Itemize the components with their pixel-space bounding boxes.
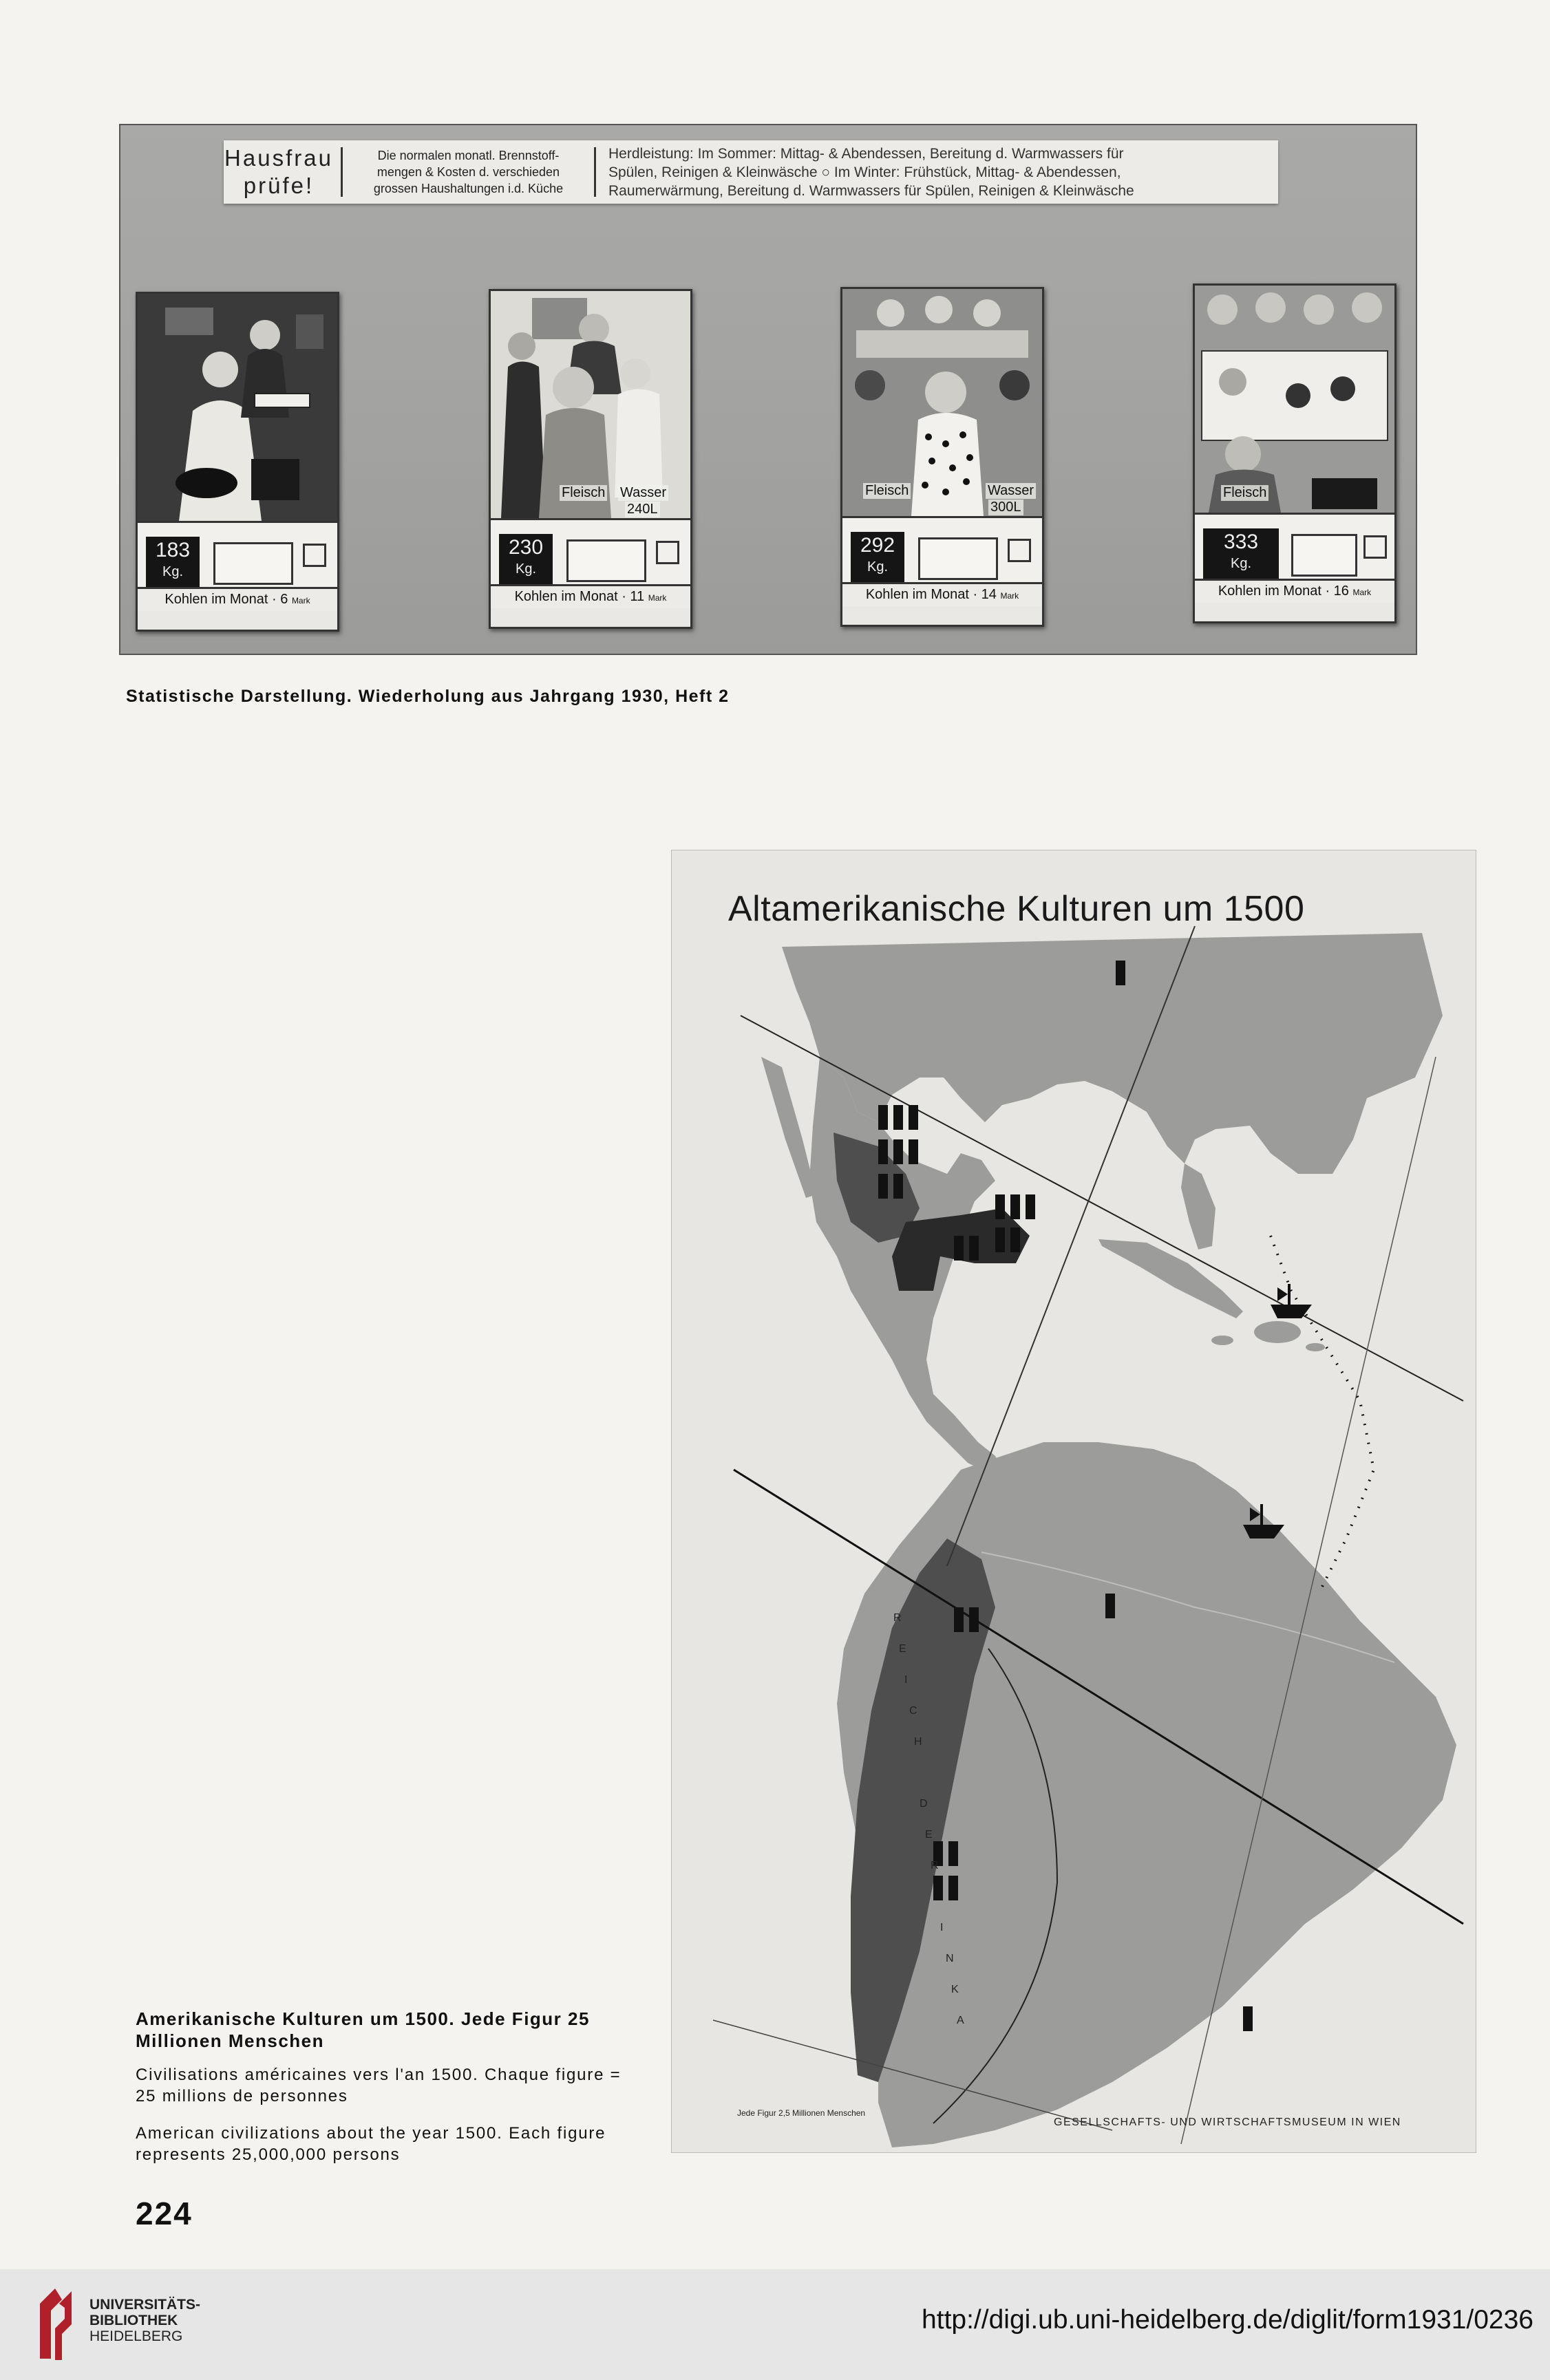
water-label: Wasser	[618, 485, 668, 501]
banner-divider	[341, 147, 343, 197]
baja-california	[761, 1057, 816, 1198]
library-name	[89, 2297, 200, 2344]
banner-description-line: grossen Haushaltungen i.d. Küche	[373, 182, 564, 195]
svg-text:H: H	[914, 1736, 924, 1748]
puerto-rico	[1306, 1343, 1325, 1351]
hispaniola	[1254, 1321, 1301, 1343]
photo-caption: Statistische Darstellung. Wiederholung aus Jahrgang 1930, Heft 2	[126, 687, 730, 706]
water-amount-label: 300L	[988, 500, 1023, 515]
coal-amount-box: 333 Kg.	[1203, 528, 1279, 585]
svg-text:C: C	[909, 1705, 919, 1717]
household-scene-illustration	[842, 289, 1042, 516]
water-label: Wasser	[986, 483, 1036, 499]
monthly-coal-label: Kohlen im Monat · 11 Mark	[491, 584, 690, 608]
banner-detail-line: Herdleistung: Im Sommer: Mittag- & Abendessen, Bereitung d. Warmwassers für	[608, 145, 1124, 162]
svg-text:R: R	[893, 1612, 903, 1624]
household-scene-illustration	[491, 291, 690, 518]
monthly-coal-label: Kohlen im Monat · 6 Mark	[138, 587, 337, 611]
meat-label: Fleisch	[863, 483, 911, 499]
banner-details	[603, 144, 1278, 200]
cuba	[1098, 1239, 1243, 1318]
digitization-footer	[0, 2269, 1550, 2380]
oven-knob	[656, 541, 679, 564]
oven-knob	[303, 544, 326, 567]
oven-knob	[1363, 535, 1387, 559]
svg-text:E: E	[899, 1643, 908, 1655]
household-panel-1	[136, 292, 339, 632]
exhibit-banner	[224, 140, 1278, 204]
svg-text:K: K	[951, 1984, 960, 1995]
oven-door	[918, 537, 998, 580]
meat-label: Fleisch	[1221, 485, 1268, 501]
library-name-line: HEIDELBERG	[89, 2328, 183, 2344]
monthly-coal-label: Kohlen im Monat · 14 Mark	[842, 582, 1042, 606]
pre-columbian-americas-map	[671, 850, 1476, 2153]
jamaica	[1211, 1336, 1233, 1345]
svg-text:I: I	[904, 1674, 909, 1686]
map-title: Altamerikanische Kulturen um 1500	[728, 889, 1305, 929]
water-amount-label: 240L	[625, 502, 660, 517]
svg-text:R: R	[931, 1860, 940, 1872]
caption-german: Amerikanische Kulturen um 1500. Jede Figur 25 Millionen Menschen	[136, 2008, 590, 2051]
coal-amount-box: 230 Kg.	[499, 534, 553, 590]
household-scene-illustration	[138, 294, 337, 521]
banner-detail-line: Spülen, Reinigen & Kleinwäsche ○ Im Winter: Frühstück, Mittag- & Abendessen,	[608, 164, 1121, 180]
map-credit: GESELLSCHAFTS- UND WIRTSCHAFTSMUSEUM IN WIEN	[1054, 2116, 1401, 2128]
library-name-line: BIBLIOTHEK	[89, 2313, 178, 2328]
svg-text:D: D	[920, 1798, 929, 1810]
household-panel-2	[489, 289, 692, 629]
library-logo-icon	[34, 2283, 77, 2366]
banner-title	[224, 144, 334, 200]
oven-door	[1291, 534, 1357, 577]
stove	[491, 518, 690, 608]
page-number: 224	[136, 2196, 193, 2231]
banner-title-line: Hausfrau	[224, 145, 333, 171]
banner-divider	[594, 147, 596, 197]
household-scene-illustration	[1195, 286, 1394, 513]
oven-knob	[1008, 539, 1031, 562]
svg-text:E: E	[925, 1829, 934, 1841]
caption-french: Civilisations américaines vers l'an 1500. Chaque figure = 25 millions de personnes	[136, 2066, 622, 2105]
household-fuel-exhibit-photo	[119, 124, 1417, 655]
library-name-line: UNIVERSITÄTS-	[89, 2297, 201, 2313]
map-legend: Jede Figur 2,5 Millionen Menschen	[737, 2108, 866, 2118]
household-panel-4	[1193, 283, 1397, 623]
map-drawing	[672, 850, 1476, 2152]
monthly-coal-label: Kohlen im Monat · 16 Mark	[1195, 579, 1394, 603]
stove	[1195, 513, 1394, 603]
source-url-link[interactable]: http://digi.ub.uni-heidelberg.de/diglit/form1931/0236	[922, 2305, 1533, 2335]
oven-door	[213, 542, 293, 585]
svg-text:I: I	[940, 1922, 945, 1933]
banner-description	[350, 147, 587, 197]
svg-text:N: N	[946, 1953, 955, 1964]
meat-label: Fleisch	[560, 485, 607, 501]
household-panel-3	[840, 287, 1044, 627]
stove	[138, 521, 337, 611]
banner-detail-line: Raumerwärmung, Bereitung d. Warmwassers für Spülen, Reinigen & Kleinwäsche	[608, 182, 1134, 199]
caption-english: American civilizations about the year 1500. Each figure represents 25,000,000 persons	[136, 2124, 606, 2164]
coal-amount-box: 292 Kg.	[851, 532, 904, 588]
svg-text:A: A	[957, 2015, 966, 2026]
oven-door	[566, 539, 646, 582]
banner-description-line: mengen & Kosten d. verschieden	[376, 165, 560, 179]
banner-title-line: prüfe!	[243, 173, 315, 198]
florida-peninsula	[1181, 1164, 1215, 1250]
coal-amount-box: 183 Kg.	[146, 537, 200, 593]
banner-description-line: Die normalen monatl. Brennstoff-	[377, 149, 560, 162]
stove	[842, 516, 1042, 606]
